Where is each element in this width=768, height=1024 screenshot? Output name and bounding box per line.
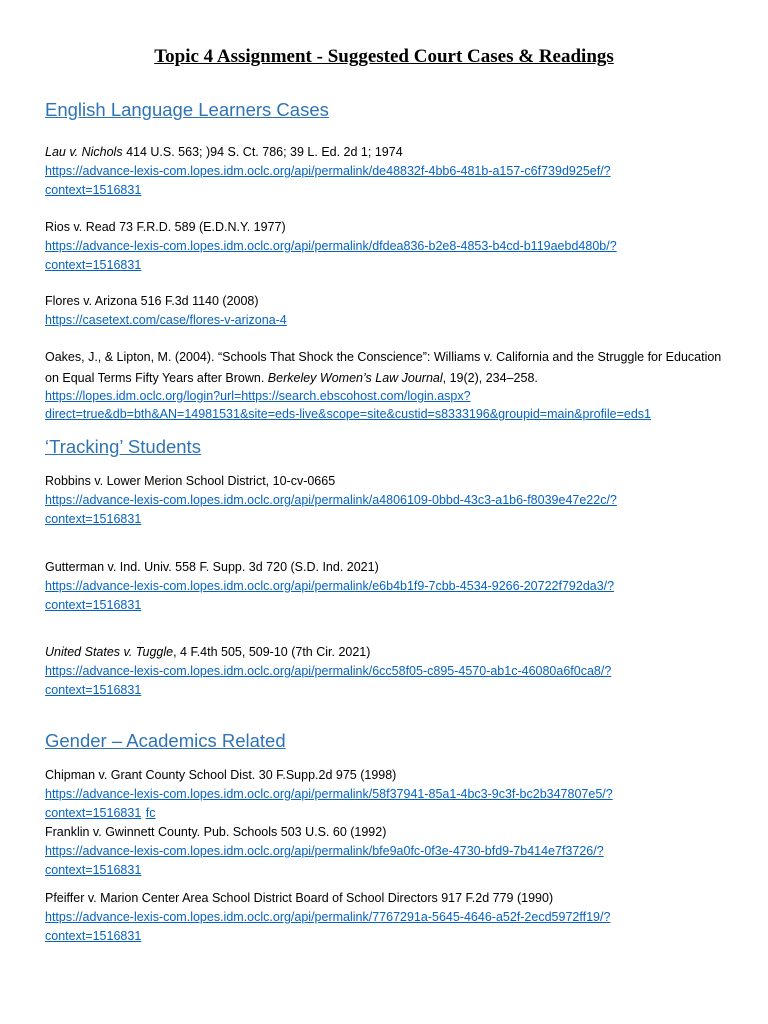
reading-text: on Equal Terms Fifty Years after Brown.: [45, 371, 268, 385]
case-link[interactable]: https://advance-lexis-com.lopes.idm.oclc.org/api/permalink/dfdea836-b2e8-4853-b4cd-b119aebd480b/?: [45, 239, 617, 253]
case-link[interactable]: https://casetext.com/case/flores-v-arizona-4: [45, 313, 287, 327]
case-link[interactable]: https://advance-lexis-com.lopes.idm.oclc.org/api/permalink/a4806109-0bbd-43c3-a1b6-f8039e47e22c/?: [45, 493, 617, 507]
reading-link[interactable]: https://lopes.idm.oclc.org/login?url=https://search.ebscohost.com/login.aspx?: [45, 389, 471, 403]
case-link-continued[interactable]: context=1516831: [45, 683, 142, 697]
case-citation: [45, 643, 370, 662]
reading-link-continued[interactable]: direct=true&db=bth&AN=14981531&site=eds-live&scope=site&custid=s8333196&groupid=main&profile=eds1: [45, 407, 651, 421]
section-heading-ell[interactable]: English Language Learners Cases: [45, 99, 329, 120]
case-link[interactable]: https://advance-lexis-com.lopes.idm.oclc.org/api/permalink/bfe9a0fc-0f3e-4730-bfd9-7b414e7f3726/?: [45, 844, 604, 858]
case-link-continued[interactable]: context=1516831: [45, 183, 142, 197]
reading-volume: , 19(2), 234–258.: [442, 371, 538, 385]
reading-citation-continued: [45, 369, 538, 388]
case-link[interactable]: https://advance-lexis-com.lopes.idm.oclc.org/api/permalink/7767291a-5645-4646-a52f-2ecd5972ff19/?: [45, 910, 611, 924]
section-heading-gender[interactable]: Gender – Academics Related: [45, 730, 286, 751]
case-citation: Flores v. Arizona 516 F.3d 1140 (2008): [45, 294, 259, 308]
case-link-continued[interactable]: context=1516831: [45, 863, 142, 877]
case-link-extra[interactable]: fc: [145, 806, 156, 820]
case-reference: 414 U.S. 563; )94 S. Ct. 786; 39 L. Ed. 2d 1; 1974: [122, 145, 403, 159]
case-citation: Gutterman v. Ind. Univ. 558 F. Supp. 3d 720 (S.D. Ind. 2021): [45, 560, 379, 574]
journal-name: Berkeley Women’s Law Journal: [267, 371, 443, 385]
case-link-continued-row: [45, 804, 155, 823]
case-citation: Robbins v. Lower Merion School District, 10-cv-0665: [45, 474, 336, 488]
case-citation: Franklin v. Gwinnett County. Pub. Schools 503 U.S. 60 (1992): [45, 825, 387, 839]
case-link-continued[interactable]: context=1516831: [45, 258, 142, 272]
page-title: Topic 4 Assignment - Suggested Court Cases & Readings: [154, 46, 614, 67]
case-citation: Rios v. Read 73 F.R.D. 589 (E.D.N.Y. 1977): [45, 220, 286, 234]
case-name: United States v. Tuggle: [45, 645, 174, 659]
case-link-continued[interactable]: context=1516831: [45, 598, 142, 612]
case-link-continued[interactable]: context=1516831: [45, 512, 142, 526]
case-link-continued[interactable]: context=1516831: [45, 806, 142, 820]
reading-citation: Oakes, J., & Lipton, M. (2004). “Schools That Shock the Conscience”: Williams v. California and the Struggle for Education: [45, 350, 722, 364]
case-citation: [45, 143, 403, 162]
case-link[interactable]: https://advance-lexis-com.lopes.idm.oclc.org/api/permalink/58f37941-85a1-4bc3-9c3f-bc2b347807e5/?: [45, 787, 613, 801]
section-heading-tracking[interactable]: ‘Tracking’ Students: [45, 436, 201, 457]
case-citation: Chipman v. Grant County School Dist. 30 F.Supp.2d 975 (1998): [45, 768, 397, 782]
case-link[interactable]: https://advance-lexis-com.lopes.idm.oclc.org/api/permalink/de48832f-4bb6-481b-a157-c6f739d925ef/?: [45, 164, 611, 178]
case-citation: Pfeiffer v. Marion Center Area School District Board of School Directors 917 F.2d 779 (1990): [45, 891, 554, 905]
case-link[interactable]: https://advance-lexis-com.lopes.idm.oclc.org/api/permalink/6cc58f05-c895-4570-ab1c-46080a6f0ca8/?: [45, 664, 612, 678]
case-link-continued[interactable]: context=1516831: [45, 929, 142, 943]
case-reference: , 4 F.4th 505, 509-10 (7th Cir. 2021): [173, 645, 371, 659]
case-link[interactable]: https://advance-lexis-com.lopes.idm.oclc.org/api/permalink/e6b4b1f9-7cbb-4534-9266-20722f792da3/?: [45, 579, 615, 593]
case-name: Lau v. Nichols: [45, 145, 123, 159]
